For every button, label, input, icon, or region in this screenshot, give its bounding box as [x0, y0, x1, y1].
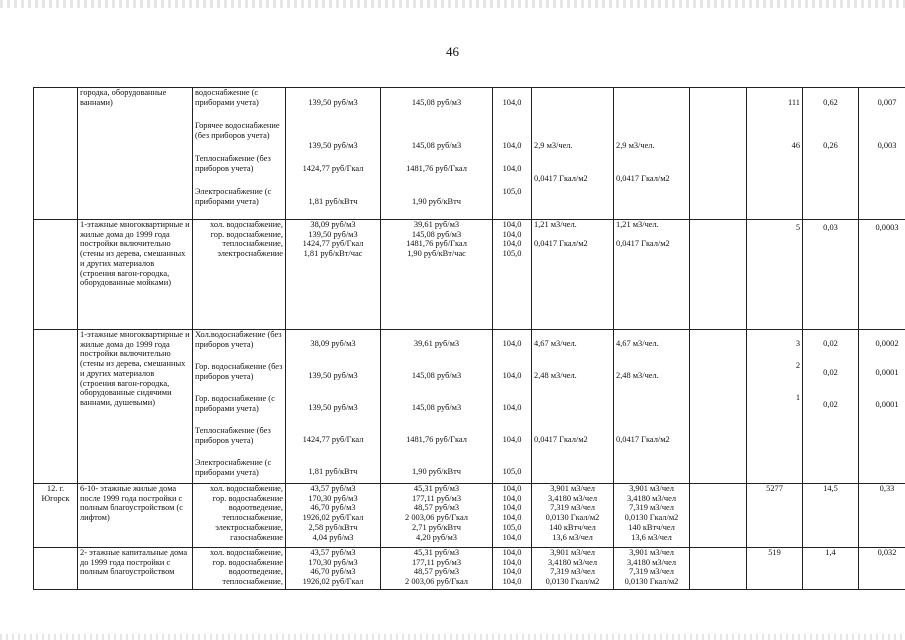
- category-cell: 1-этажные многоквартирные и жилые дома до 1999 года постройки включительно (стены из дерева, смешанных и других материалов (строения вагон-городка, оборудованные сидячими ваннами, душевыми): [78, 330, 193, 484]
- count-cell: [747, 88, 803, 220]
- service-line: Горячее водоснабжение (без приборов учета): [195, 121, 280, 140]
- tariff1-value: 43,57 руб/м3: [310, 484, 356, 493]
- service-line: Гор. водоснабжение (без приборов учета): [195, 362, 283, 381]
- tariff2-value: 48,57 руб/м3: [413, 567, 460, 577]
- norm1-value: 140 кВтч/чел: [549, 522, 596, 532]
- index-value: 104,0: [502, 484, 522, 493]
- service-line: хол. водоснабжение,: [210, 548, 283, 557]
- index-value: 104,0: [502, 557, 522, 567]
- category-cell: 2- этажные капитальные дома до 1999 года постройки с полным благоустройством: [78, 548, 193, 590]
- count-value: 3: [795, 339, 800, 348]
- index-cell: [493, 88, 532, 220]
- empty-cell: [690, 220, 747, 330]
- tariff1-value: 139,50 руб/м3: [308, 403, 358, 412]
- page-number: 46: [446, 44, 459, 59]
- norm1-value: 4,67 м3/чел.: [534, 339, 577, 348]
- service-line: Теплоснабжение (без приборов учета): [195, 154, 271, 173]
- service-line: хол. водоснабжение,: [210, 484, 283, 493]
- index-value: 104,0: [502, 513, 522, 523]
- table-row: [34, 88, 905, 220]
- tariff1-value: 38,09 руб/м3: [310, 220, 356, 229]
- share1-cell: 1,4: [803, 548, 859, 590]
- tariff1-value: 139,50 руб/м3: [308, 141, 358, 150]
- norm1-cell: [532, 484, 614, 548]
- index-cell: [493, 220, 532, 330]
- share2-value: 0,0001: [875, 400, 899, 409]
- tariff2-value: 177,11 руб/м3: [411, 493, 462, 503]
- service-line: водоотведение,: [228, 567, 283, 577]
- index-value: 104,0: [502, 339, 522, 348]
- tariff1-value: 1424,77 руб/Гкал: [302, 164, 364, 173]
- table-row: [34, 484, 905, 548]
- tariff1-cell: [286, 484, 381, 548]
- count-value: 1: [795, 393, 800, 402]
- tariff1-value: 1424,77 руб/Гкал: [302, 435, 364, 444]
- category-cell: городка, оборудованные ваннами): [78, 88, 193, 220]
- norm2-value: 3,4180 м3/чел: [626, 493, 677, 503]
- count-cell: 519: [747, 548, 803, 590]
- service-line: водоотведение,: [228, 503, 283, 513]
- scan-edge-bottom: [0, 634, 905, 640]
- region-cell: 12. г. Югорск: [34, 484, 78, 548]
- norm1-value: 3,901 м3/чел: [550, 548, 595, 557]
- tariff2-value: 145,08 руб/м3: [411, 403, 462, 412]
- index-value: 104,0: [502, 577, 522, 587]
- service-line: электроснабжение,: [215, 522, 283, 532]
- tariff1-cell: [286, 548, 381, 590]
- index-value: 104,0: [502, 371, 522, 380]
- service-line: хол. водоснабжение,: [210, 220, 283, 229]
- count-cell: 5277: [747, 484, 803, 548]
- service-cell: [193, 330, 286, 484]
- index-value: 104,0: [502, 220, 522, 229]
- service-line: Теплоснабжение (без приборов учета): [195, 426, 271, 445]
- index-value: 104,0: [502, 403, 522, 412]
- tariff1-value: 2,58 руб/кВтч: [308, 522, 358, 532]
- service-line: Гор. водоснабжение (с приборами учета): [195, 394, 275, 413]
- share2-value: 0,0003: [875, 223, 899, 232]
- service-line: гор. водоснабжение,: [210, 229, 283, 239]
- index-cell: [493, 330, 532, 484]
- share1-value: 0,02: [823, 368, 838, 377]
- norm2-value: 140 кВтч/чел: [628, 522, 675, 532]
- norm2-value: 7,319 м3/чел: [629, 503, 674, 513]
- norm1-cell: [532, 88, 614, 220]
- region-cell: [34, 330, 78, 484]
- share1-cell: [803, 330, 859, 484]
- norm2-value: 0,0130 Гкал/м2: [624, 513, 679, 523]
- norm2-value: 0,0417 Гкал/м2: [616, 174, 670, 183]
- norm1-value: 2,9 м3/чел.: [534, 141, 573, 150]
- tariff2-cell: [381, 220, 493, 330]
- index-value: 104,0: [502, 567, 522, 577]
- index-value: 104,0: [502, 548, 522, 557]
- region-cell: [34, 548, 78, 590]
- tariff2-value: 45,31 руб/м3: [413, 548, 460, 557]
- index-value: 104,0: [502, 98, 522, 107]
- tariff1-value: 139,50 руб/м3: [308, 371, 358, 380]
- table-row: [34, 330, 905, 484]
- tariff2-value: 1,90 руб/кВтч: [411, 467, 462, 476]
- norm1-value: 0,0130 Гкал/м2: [545, 577, 600, 587]
- empty-cell: [690, 88, 747, 220]
- norm2-value: 0,0130 Гкал/м2: [624, 577, 679, 587]
- norm2-value: 0,0417 Гкал/м2: [616, 239, 670, 249]
- norm1-cell: [532, 220, 614, 330]
- tariff1-value: 4,04 руб/м3: [312, 532, 354, 542]
- norm2-value: 4,67 м3/чел.: [616, 339, 659, 348]
- tariff1-value: 170,30 руб/м3: [308, 557, 358, 567]
- empty-cell: [690, 330, 747, 484]
- table-row: [34, 548, 905, 590]
- index-value: 104,0: [502, 229, 522, 239]
- tariff2-value: 48,57 руб/м3: [413, 503, 460, 513]
- share2-value: 0,007: [877, 98, 897, 107]
- share2-value: 0,003: [877, 141, 897, 150]
- norm1-value: 1,21 м3/чел.: [534, 220, 577, 229]
- count-cell: [747, 220, 803, 330]
- share1-cell: [803, 220, 859, 330]
- service-cell: [193, 88, 286, 220]
- tariff2-value: 1,90 руб/кВтч: [411, 197, 462, 206]
- category-cell: 1-этажные многоквартирные и жилые дома до 1999 года постройки включительно (стены из дерева, смешанных и других материалов (строения вагон-городка, оборудованные мойками): [78, 220, 193, 330]
- norm1-value: 3,4180 м3/чел: [547, 557, 598, 567]
- tariff1-cell: [286, 88, 381, 220]
- tariff1-value: 1,81 руб/кВтч: [308, 197, 358, 206]
- share1-value: 0,62: [823, 98, 838, 107]
- share2-value: 0,0001: [875, 368, 899, 377]
- index-cell: [493, 484, 532, 548]
- norm2-cell: [614, 88, 690, 220]
- tariff2-value: 145,08 руб/м3: [411, 98, 462, 107]
- norm1-value: 3,4180 м3/чел: [547, 493, 598, 503]
- norm2-value: 3,901 м3/чел: [629, 548, 674, 557]
- tariff2-value: 45,31 руб/м3: [413, 484, 460, 493]
- index-value: 104,0: [502, 141, 522, 150]
- norm2-cell: [614, 548, 690, 590]
- tariff2-value: 2 003,06 руб/Гкал: [405, 577, 468, 587]
- tariff2-value: 39,61 руб/м3: [413, 220, 460, 229]
- norm1-cell: [532, 330, 614, 484]
- service-line: теплоснабжение,: [222, 577, 283, 587]
- share2-value: 0,0002: [875, 339, 899, 348]
- service-line: газоснабжение: [230, 532, 283, 542]
- tariff2-value: 1481,76 руб/Гкал: [406, 239, 467, 249]
- norm1-value: 0,0417 Гкал/м2: [534, 435, 588, 444]
- norm1-value: 13,6 м3/чел: [552, 532, 593, 542]
- region-cell: [34, 220, 78, 330]
- service-cell: [193, 220, 286, 330]
- tariff2-value: 145,08 руб/м3: [411, 141, 462, 150]
- norm2-value: 7,319 м3/чел: [629, 567, 674, 577]
- tariff1-value: 38,09 руб/м3: [310, 339, 356, 348]
- tariff2-value: 1481,76 руб/Гкал: [406, 435, 467, 444]
- index-value: 104,0: [502, 503, 522, 513]
- norm2-value: 13,6 м3/чел: [631, 532, 672, 542]
- index-value: 105,0: [502, 187, 522, 196]
- tariff1-cell: [286, 330, 381, 484]
- norm1-value: 0,0417 Гкал/м2: [534, 239, 588, 249]
- norm2-value: 3,4180 м3/чел: [626, 557, 677, 567]
- tariff1-value: 170,30 руб/м3: [308, 493, 358, 503]
- tariff1-value: 46,70 руб/м3: [310, 503, 356, 513]
- tariff1-cell: [286, 220, 381, 330]
- tariff1-value: 139,50 руб/м3: [308, 98, 358, 107]
- norm2-value: 1,21 м3/чел.: [616, 220, 659, 229]
- share2-cell: [859, 88, 905, 220]
- tariff2-value: 2,71 руб/кВтч: [411, 522, 462, 532]
- service-cell: [193, 548, 286, 590]
- count-value: 46: [791, 141, 800, 150]
- tariff1-value: 1,81 руб/кВт/час: [303, 249, 363, 259]
- norm2-value: 2,48 м3/чел.: [616, 371, 659, 380]
- index-value: 105,0: [502, 467, 522, 476]
- norm1-value: 7,319 м3/чел: [550, 567, 595, 577]
- norm2-value: 3,901 м3/чел: [629, 484, 674, 493]
- tariff1-value: 1926,02 руб/Гкал: [302, 513, 364, 523]
- region-cell: [34, 88, 78, 220]
- table-row: [34, 220, 905, 330]
- norm2-cell: [614, 220, 690, 330]
- tariff2-value: 2 003,06 руб/Гкал: [405, 513, 468, 523]
- service-line: гор. водоснабжение: [212, 493, 283, 503]
- service-cell: [193, 484, 286, 548]
- index-value: 105,0: [502, 522, 522, 532]
- index-value: 104,0: [502, 532, 522, 542]
- count-value: 2: [795, 361, 800, 370]
- norm1-value: 0,0130 Гкал/м2: [545, 513, 600, 523]
- index-value: 104,0: [502, 493, 522, 503]
- category-cell: 6-10- этажные жилые дома после 1999 года постройки с полным благоустройством (с лифтом): [78, 484, 193, 548]
- norm2-cell: [614, 484, 690, 548]
- share1-cell: 14,5: [803, 484, 859, 548]
- index-value: 104,0: [502, 164, 522, 173]
- norm2-value: 2,9 м3/чел.: [616, 141, 655, 150]
- tariff1-value: 43,57 руб/м3: [310, 548, 356, 557]
- share2-cell: [859, 220, 905, 330]
- service-line: Электроснабжение (с приборами учета): [195, 187, 272, 206]
- norm1-value: 0,0417 Гкал/м2: [534, 174, 588, 183]
- tariff2-value: 177,11 руб/м3: [411, 557, 462, 567]
- service-line: Электроснабжение (с приборами учета): [195, 458, 272, 477]
- tariff2-value: 1481,76 руб/Гкал: [406, 164, 467, 173]
- tariff2-value: 145,08 руб/м3: [411, 229, 462, 239]
- norm1-cell: [532, 548, 614, 590]
- index-cell: [493, 548, 532, 590]
- share2-cell: 0,33: [859, 484, 905, 548]
- service-line: гор. водоснабжение: [212, 557, 283, 567]
- service-line: теплоснабжение,: [222, 513, 283, 523]
- service-line: Хол.водоснабжение (без приборов учета): [195, 330, 282, 349]
- share2-cell: [859, 330, 905, 484]
- tariff2-cell: [381, 330, 493, 484]
- tariff2-value: 4,20 руб/м3: [416, 532, 457, 542]
- index-value: 104,0: [502, 239, 522, 249]
- share1-value: 0,26: [823, 141, 838, 150]
- tariff1-value: 1926,02 руб/Гкал: [302, 577, 364, 587]
- service-line: теплоснабжение,: [222, 239, 283, 249]
- norm1-value: 3,901 м3/чел: [550, 484, 595, 493]
- tariff2-value: 145,08 руб/м3: [411, 371, 462, 380]
- norm1-value: 2,48 м3/чел.: [534, 371, 577, 380]
- norm2-cell: [614, 330, 690, 484]
- share2-cell: 0,032: [859, 548, 905, 590]
- service-line: водоснабжение (с приборами учета): [195, 88, 259, 107]
- scan-edge-top: [0, 0, 905, 8]
- share1-cell: [803, 88, 859, 220]
- share1-value: 0,02: [823, 339, 838, 348]
- share1-value: 0,03: [823, 223, 838, 232]
- count-value: 111: [788, 98, 800, 107]
- tariff-table: [33, 87, 905, 590]
- tariff2-cell: [381, 548, 493, 590]
- tariff2-cell: [381, 88, 493, 220]
- tariff1-value: 1,81 руб/кВтч: [308, 467, 358, 476]
- tariff2-value: 39,61 руб/м3: [413, 339, 460, 348]
- count-cell: [747, 330, 803, 484]
- index-value: 105,0: [502, 249, 522, 259]
- tariff1-value: 139,50 руб/м3: [308, 229, 358, 239]
- empty-cell: [690, 548, 747, 590]
- tariff1-value: 46,70 руб/м3: [310, 567, 356, 577]
- service-line: электроснабжение: [217, 249, 283, 259]
- count-value: 5: [795, 223, 800, 232]
- tariff1-value: 1424,77 руб/Гкал: [302, 239, 364, 249]
- norm1-value: 7,319 м3/чел: [550, 503, 595, 513]
- index-value: 104,0: [502, 435, 522, 444]
- tariff2-value: 1,90 руб/кВт/час: [407, 249, 466, 259]
- empty-cell: [690, 484, 747, 548]
- norm2-value: 0,0417 Гкал/м2: [616, 435, 670, 444]
- tariff2-cell: [381, 484, 493, 548]
- share1-value: 0,02: [823, 400, 838, 409]
